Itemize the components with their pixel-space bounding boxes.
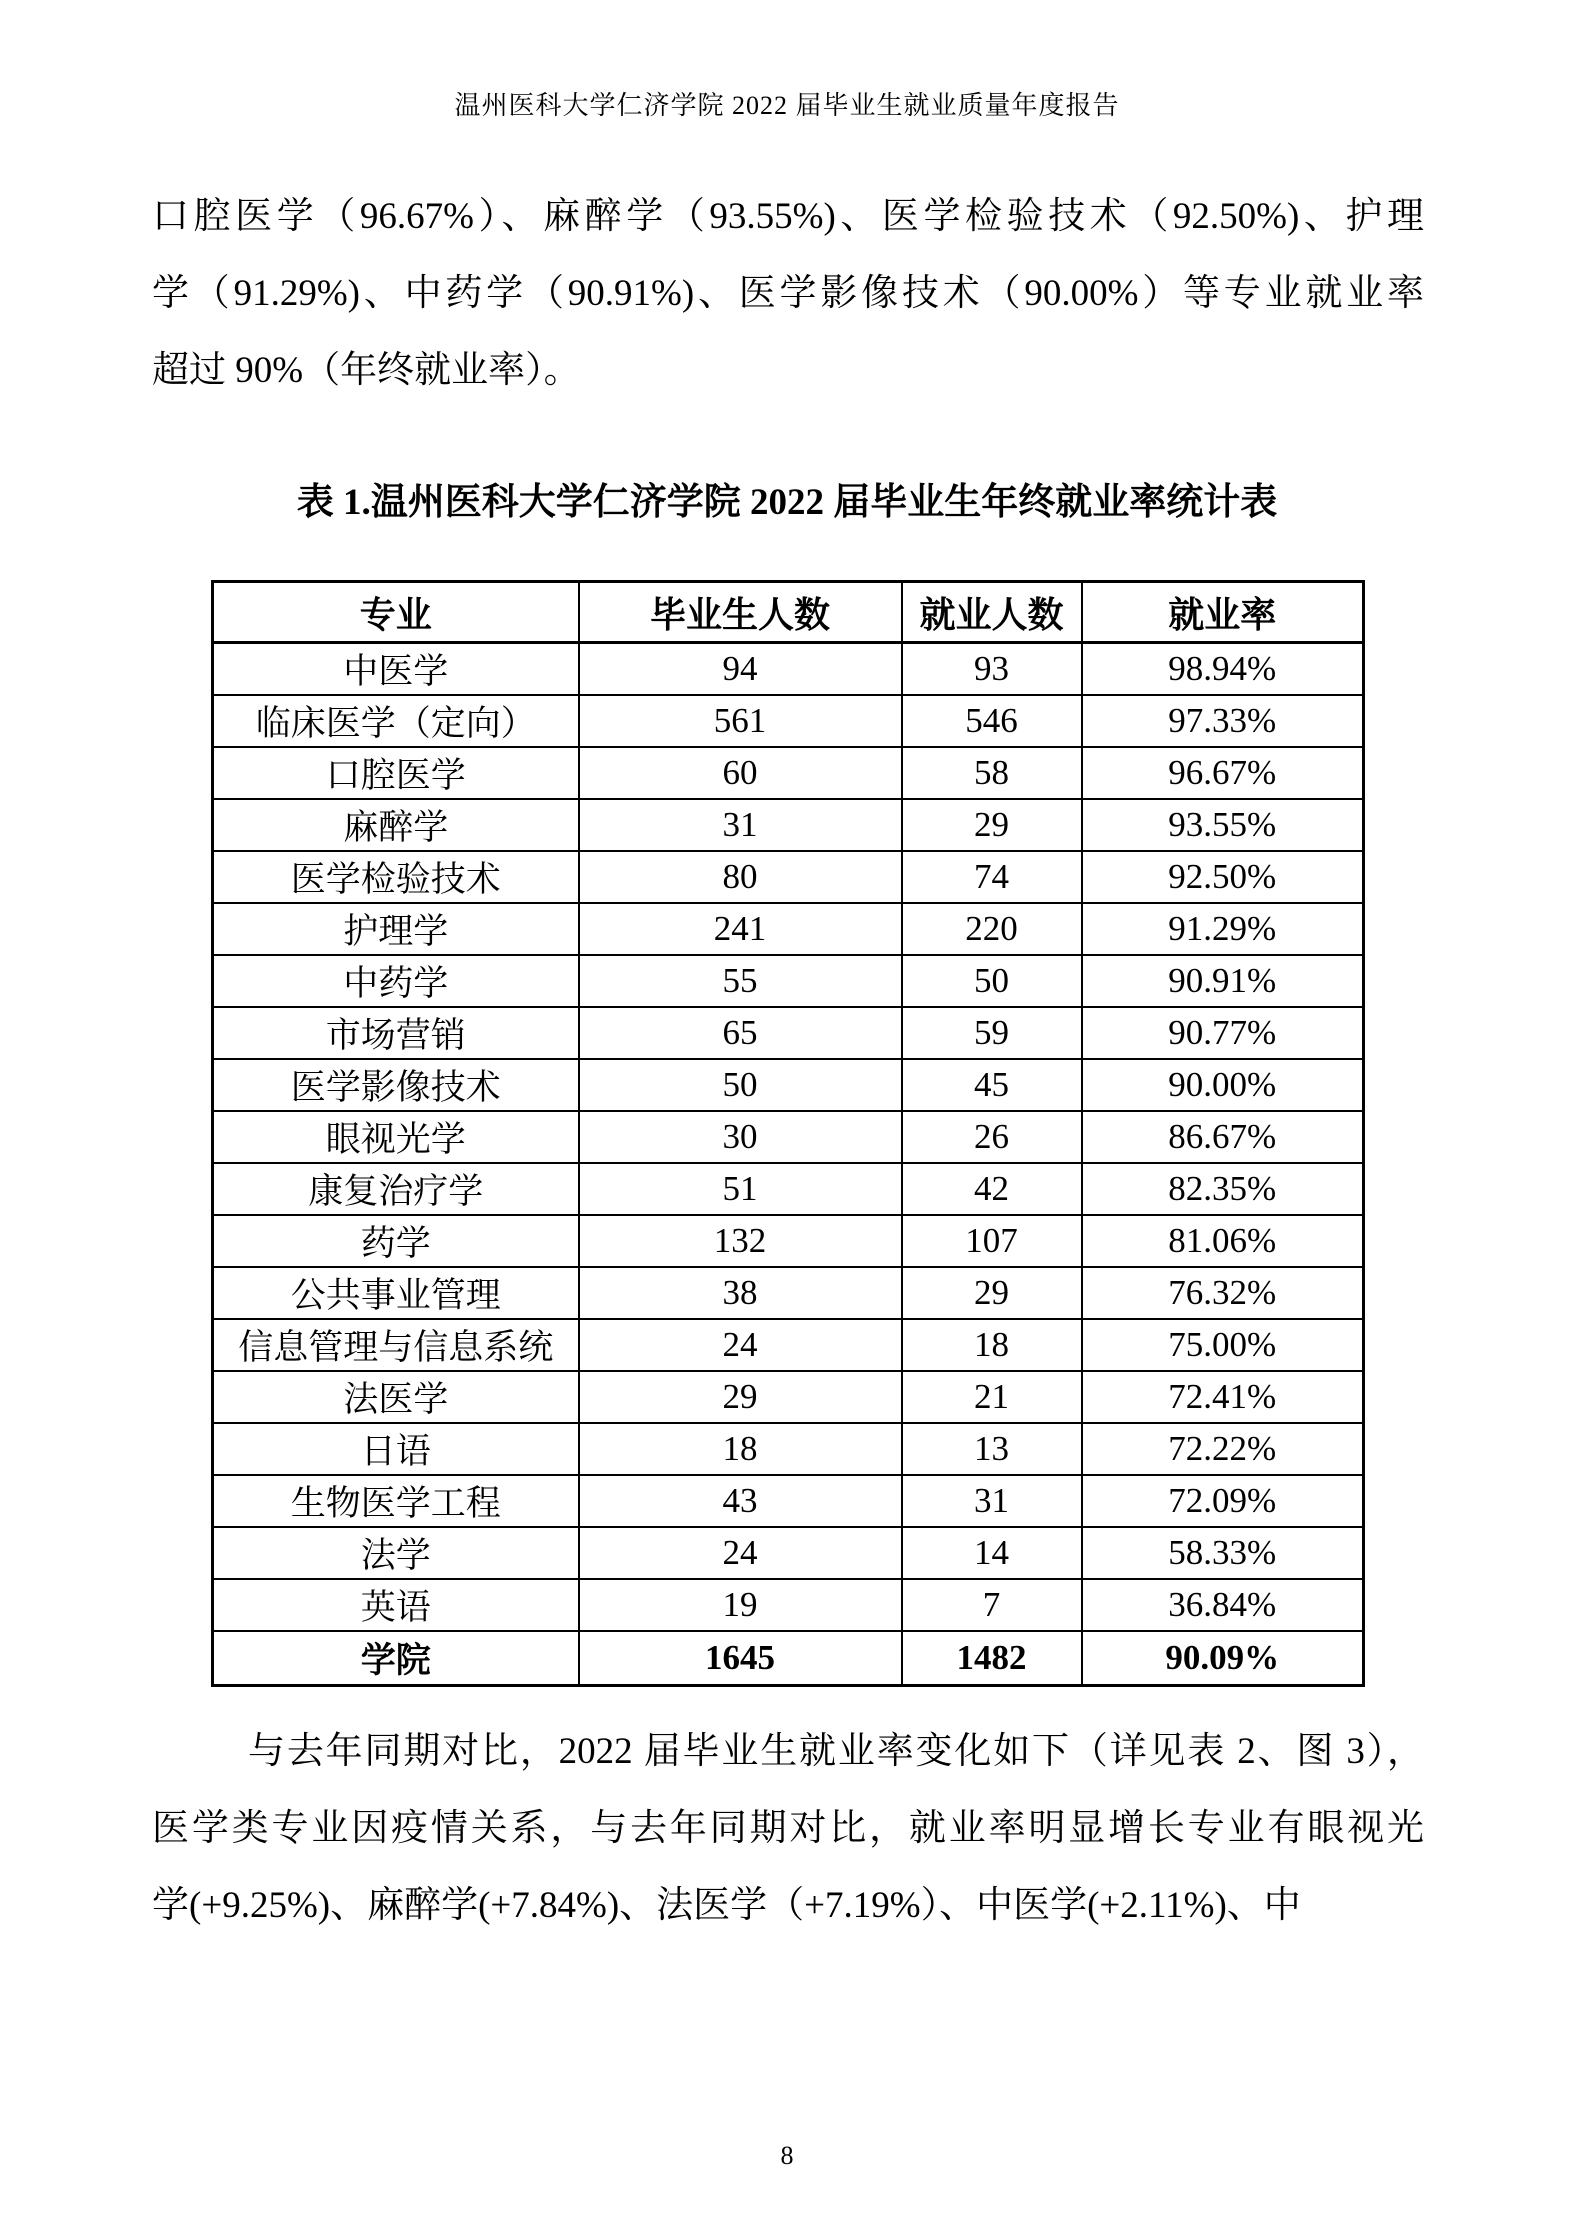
table-cell: 107 [902,1215,1082,1267]
paragraph-line: 口腔医学（96.67%）、麻醉学（93.55%)、医学检验技术（92.50%)、护理 [152,196,1424,237]
table-cell: 45 [902,1059,1082,1111]
table-cell: 13 [902,1423,1082,1475]
table-cell: 29 [579,1371,902,1423]
table-total-row [213,1631,1364,1686]
table-cell: 临床医学（定向） [213,695,579,747]
table-1-title: 表 1.温州医科大学仁济学院 2022 届毕业生年终就业率统计表 [296,482,1278,523]
table-cell: 42 [902,1163,1082,1215]
table-row [213,1215,1364,1267]
table-cell: 24 [579,1527,902,1579]
table-cell: 72.41% [1082,1371,1364,1423]
table-cell: 30 [579,1111,902,1163]
table-cell: 561 [579,695,902,747]
table-cell: 60 [579,747,902,799]
table-cell: 医学检验技术 [213,851,579,903]
table-cell: 90.77% [1082,1007,1364,1059]
table-total-cell: 90.09% [1082,1631,1364,1686]
employment-rate-table [211,580,1365,1687]
table-cell: 眼视光学 [213,1111,579,1163]
table-total-cell: 1482 [902,1631,1082,1686]
column-header-graduates: 毕业生人数 [579,582,902,643]
column-header-rate: 就业率 [1082,582,1364,643]
table-header-row [213,582,1364,643]
table-row [213,1527,1364,1579]
table-cell: 132 [579,1215,902,1267]
paragraph-line: 医学类专业因疫情关系，与去年同期对比，就业率明显增长专业有眼视光 [152,1808,1424,1849]
table-cell: 麻醉学 [213,799,579,851]
table-cell: 92.50% [1082,851,1364,903]
table-cell: 医学影像技术 [213,1059,579,1111]
table-cell: 信息管理与信息系统 [213,1319,579,1371]
table-cell: 31 [579,799,902,851]
table-cell: 18 [902,1319,1082,1371]
table-cell: 药学 [213,1215,579,1267]
paragraph-line: 学（91.29%)、中药学（90.91%)、医学影像技术（90.00%）等专业就业率 [152,273,1424,314]
report-header: 温州医科大学仁济学院 2022 届毕业生就业质量年度报告 [454,91,1120,120]
table-row [213,955,1364,1007]
table-cell: 日语 [213,1423,579,1475]
table-cell: 14 [902,1527,1082,1579]
table-cell: 90.00% [1082,1059,1364,1111]
column-header-major: 专业 [213,582,579,643]
table-cell: 220 [902,903,1082,955]
table-cell: 91.29% [1082,903,1364,955]
table-cell: 康复治疗学 [213,1163,579,1215]
table-cell: 58.33% [1082,1527,1364,1579]
table-row [213,1423,1364,1475]
table-cell: 81.06% [1082,1215,1364,1267]
table-cell: 72.09% [1082,1475,1364,1527]
table-cell: 65 [579,1007,902,1059]
table-cell: 74 [902,851,1082,903]
table-cell: 21 [902,1371,1082,1423]
table-cell: 241 [579,903,902,955]
comparison-paragraph [152,1713,1424,1944]
table-cell: 55 [579,955,902,1007]
table-cell: 29 [902,799,1082,851]
table-cell: 43 [579,1475,902,1527]
paragraph-line: 与去年同期对比，2022 届毕业生就业率变化如下（详见表 2、图 3）， [248,1731,1424,1772]
table-cell: 75.00% [1082,1319,1364,1371]
table-cell: 英语 [213,1579,579,1631]
table-row [213,1371,1364,1423]
table-cell: 生物医学工程 [213,1475,579,1527]
table-cell: 76.32% [1082,1267,1364,1319]
table-cell: 38 [579,1267,902,1319]
table-cell: 26 [902,1111,1082,1163]
table-row [213,1579,1364,1631]
table-cell: 中医学 [213,643,579,696]
table-cell: 29 [902,1267,1082,1319]
table-row [213,1163,1364,1215]
table-row [213,799,1364,851]
table-cell: 80 [579,851,902,903]
paragraph-line: 超过 90%（年终就业率）。 [152,350,581,391]
table-cell: 98.94% [1082,643,1364,696]
table-row [213,903,1364,955]
table-row [213,695,1364,747]
table-cell: 51 [579,1163,902,1215]
table-row [213,1111,1364,1163]
table-cell: 法学 [213,1527,579,1579]
paragraph-line: 学(+9.25%)、麻醉学(+7.84%)、法医学（+7.19%）、中医学(+2.11%)、中 [152,1885,1301,1926]
table-cell: 58 [902,747,1082,799]
table-cell: 94 [579,643,902,696]
table-row [213,1475,1364,1527]
table-row [213,747,1364,799]
table-row [213,643,1364,696]
table-cell: 96.67% [1082,747,1364,799]
table-cell: 72.22% [1082,1423,1364,1475]
table-cell: 市场营销 [213,1007,579,1059]
column-header-employed: 就业人数 [902,582,1082,643]
table-cell: 18 [579,1423,902,1475]
page-number: 8 [780,2141,794,2170]
table-cell: 93.55% [1082,799,1364,851]
table-cell: 50 [902,955,1082,1007]
table-row [213,1267,1364,1319]
table-cell: 19 [579,1579,902,1631]
table-row [213,1319,1364,1371]
table-cell: 86.67% [1082,1111,1364,1163]
table-row [213,851,1364,903]
table-cell: 97.33% [1082,695,1364,747]
table-cell: 护理学 [213,903,579,955]
intro-paragraph [152,178,1424,409]
table-cell: 中药学 [213,955,579,1007]
table-total-cell: 1645 [579,1631,902,1686]
table-cell: 36.84% [1082,1579,1364,1631]
table-cell: 50 [579,1059,902,1111]
table-row [213,1059,1364,1111]
table-cell: 59 [902,1007,1082,1059]
table-cell: 24 [579,1319,902,1371]
table-total-cell: 学院 [213,1631,579,1686]
table-row [213,1007,1364,1059]
table-cell: 546 [902,695,1082,747]
table-cell: 7 [902,1579,1082,1631]
table-cell: 公共事业管理 [213,1267,579,1319]
table-cell: 31 [902,1475,1082,1527]
table-cell: 93 [902,643,1082,696]
table-cell: 口腔医学 [213,747,579,799]
table-cell: 82.35% [1082,1163,1364,1215]
table-cell: 90.91% [1082,955,1364,1007]
table-cell: 法医学 [213,1371,579,1423]
